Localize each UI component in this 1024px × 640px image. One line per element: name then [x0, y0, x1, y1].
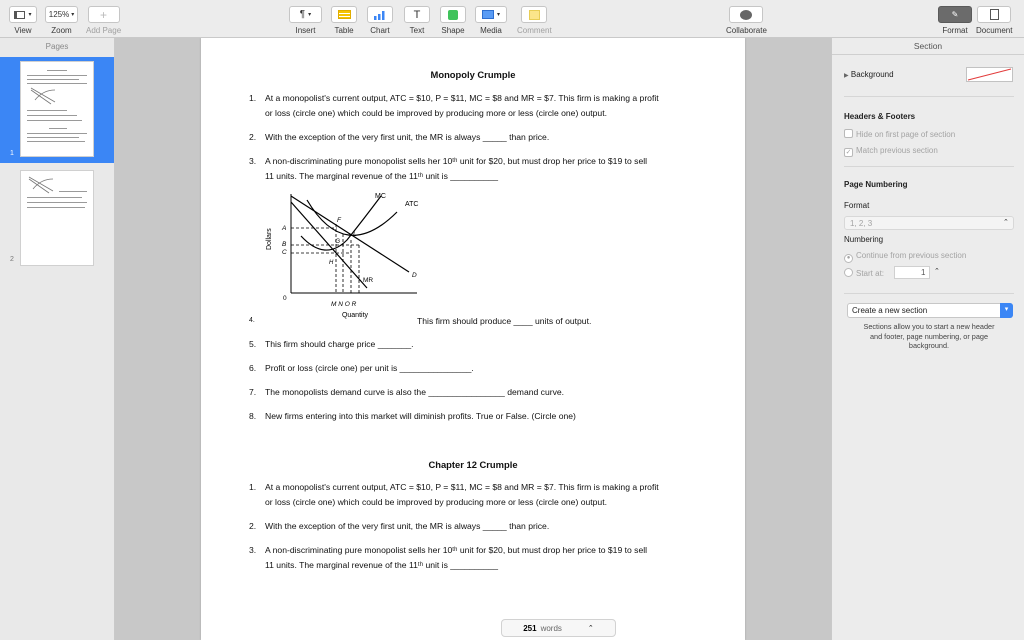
background-color-well[interactable] — [966, 67, 1013, 82]
comment-label: Comment — [517, 26, 552, 35]
match-previous-checkbox[interactable] — [844, 146, 938, 157]
page-thumbnail-2[interactable] — [0, 166, 114, 272]
x-axis-label: Quantity — [341, 312, 369, 319]
point-f-label: F — [337, 217, 341, 224]
chart-control[interactable] — [367, 6, 393, 35]
paintbrush-icon: ✎ — [951, 10, 959, 19]
toolbar — [0, 0, 1024, 38]
collaborate-label: Collaborate — [726, 26, 767, 35]
chart-button[interactable] — [367, 6, 393, 23]
view-label: View — [14, 26, 32, 35]
help-line: background. — [908, 341, 950, 350]
point-g-label: G — [335, 238, 341, 245]
person-plus-icon — [740, 10, 752, 20]
question-text: At a monopolist's current output, ATC = $10, P = $11, MC = $8 and MR = $7. This firm is making a profit — [265, 93, 659, 103]
question-number: 1. — [249, 93, 257, 103]
question-text: A non-discriminating pure monopolist sells her 10ᵗʰ unit for $20, but must drop her price to $19 to sell — [265, 545, 648, 555]
document-icon — [990, 9, 999, 20]
page-number: 1 — [10, 150, 14, 157]
zoom-value: 125% — [48, 10, 70, 19]
shape-icon — [448, 10, 458, 20]
view-button[interactable] — [9, 6, 37, 23]
sidebar-icon — [14, 11, 25, 19]
chevron-down-icon: ▾ — [1000, 303, 1013, 318]
comment-control[interactable] — [517, 6, 552, 35]
question-number: 5. — [249, 339, 257, 349]
comment-button[interactable] — [521, 6, 547, 23]
background-disclosure[interactable] — [844, 70, 894, 79]
stepper-icon: ⌃ — [587, 625, 594, 632]
monopoly-graph — [259, 190, 429, 320]
create-section-label: Create a new section — [852, 306, 928, 315]
inspector-tab-section[interactable]: Section — [832, 38, 1024, 55]
question-text: The monopolists demand curve is also the ________________ demand curve. — [265, 387, 565, 397]
format-inspector — [831, 38, 1024, 640]
section-title: Monopoly Crumple — [430, 69, 516, 80]
text-button[interactable] — [404, 6, 430, 23]
point-h-label: H — [329, 260, 334, 266]
question-text: This firm should charge price _______. — [265, 339, 414, 349]
text-label: Text — [409, 26, 425, 35]
collaborate-control[interactable] — [726, 6, 767, 35]
view-control[interactable] — [9, 6, 37, 35]
pages-title: Pages — [45, 42, 69, 51]
section-help-text — [844, 322, 1014, 351]
add-page-control[interactable] — [86, 6, 121, 35]
table-icon — [338, 10, 351, 19]
question-number: 2. — [249, 521, 257, 531]
insert-control[interactable] — [289, 6, 322, 35]
question-text: Profit or loss (circle one) per unit is _______________. — [265, 363, 474, 373]
word-count[interactable] — [501, 619, 616, 637]
question-number: 4. — [249, 317, 255, 324]
question-text: 11 units. The marginal revenue of the 11ᵗʰ unit is __________ — [265, 560, 499, 570]
numbering-label: Numbering — [844, 235, 884, 244]
point-a-label: A — [282, 225, 287, 232]
shape-label: Shape — [441, 26, 465, 35]
chart-label: Chart — [370, 26, 390, 35]
atc-curve — [307, 200, 397, 235]
divider — [844, 166, 1014, 167]
plus-icon: + — [100, 7, 108, 22]
text-control[interactable] — [404, 6, 430, 35]
point-b-label: B — [282, 241, 287, 248]
question-text: At a monopolist's current output, ATC = $10, P = $11, MC = $8 and MR = $7. This firm is making a profit — [265, 482, 659, 492]
document-button[interactable] — [977, 6, 1011, 23]
disclosure-triangle-icon: ▶ — [844, 73, 849, 79]
collaborate-button[interactable] — [729, 6, 763, 23]
format-label: Format — [942, 26, 968, 35]
shape-button[interactable] — [440, 6, 466, 23]
insert-label: Insert — [295, 26, 316, 35]
hide-first-page-checkbox[interactable] — [844, 129, 955, 139]
format-value: 1, 2, 3 — [850, 219, 873, 228]
format-label: Format — [844, 201, 870, 210]
divider — [844, 96, 1014, 97]
pages-sidebar — [0, 38, 115, 640]
image-icon — [482, 10, 494, 19]
radio-selected-icon: ● — [844, 254, 853, 263]
start-at-label: Start at: — [856, 269, 885, 278]
hide-first-page-label: Hide on first page of section — [856, 130, 956, 139]
format-button[interactable] — [938, 6, 972, 23]
page-numbering-heading: Page Numbering — [844, 180, 908, 189]
background-label: Background — [850, 70, 894, 79]
stepper-icon: ⌃ — [1003, 219, 1009, 226]
chevron-down-icon: ▾ — [28, 12, 32, 18]
table-control[interactable] — [331, 6, 357, 35]
insert-button[interactable] — [289, 6, 322, 23]
question-number: 2. — [249, 132, 257, 142]
paragraph-icon: ¶ — [299, 9, 306, 20]
word-count-label: words — [540, 623, 562, 633]
continue-previous-label: Continue from previous section — [856, 251, 967, 260]
document-control[interactable] — [976, 6, 1012, 35]
continue-previous-radio[interactable] — [844, 251, 966, 263]
media-label: Media — [480, 26, 502, 35]
atc-label: ATC — [405, 201, 419, 208]
question-text: or loss (circle one) which could be improved by producing more or less (circle one) output. — [265, 108, 607, 118]
start-value: 1 — [921, 268, 926, 277]
document-label: Document — [976, 26, 1013, 35]
divider — [844, 293, 1014, 294]
table-button[interactable] — [331, 6, 357, 23]
comment-icon — [529, 10, 540, 20]
match-previous-label: Match previous section — [856, 146, 938, 155]
d-label: D — [412, 272, 417, 279]
document-page[interactable] — [201, 38, 745, 640]
question-text: This firm should produce ____ units of output. — [417, 316, 592, 326]
question-number: 1. — [249, 482, 257, 492]
media-button[interactable] — [475, 6, 507, 23]
zoom-label: Zoom — [51, 26, 72, 35]
chart-icon — [373, 10, 387, 20]
headers-footers-heading: Headers & Footers — [844, 112, 916, 121]
page-preview — [20, 61, 94, 157]
page-preview — [20, 170, 94, 266]
help-line: Sections allow you to start a new header — [863, 322, 995, 331]
mc-label: MC — [375, 193, 386, 200]
mc-curve — [301, 196, 381, 250]
format-control[interactable] — [938, 6, 972, 35]
chevron-down-icon: ▾ — [496, 12, 500, 18]
chevron-down-icon: ▾ — [308, 12, 312, 18]
question-number: 3. — [249, 545, 257, 555]
mr-label: MR — [363, 277, 374, 284]
add-page-label: Add Page — [86, 26, 122, 35]
table-label: Table — [334, 26, 354, 35]
question-text: 11 units. The marginal revenue of the 11ᵗʰ unit is __________ — [265, 171, 499, 181]
radio-icon — [844, 268, 853, 277]
y-axis-label: Dollars — [266, 228, 273, 250]
page-number: 2 — [10, 256, 14, 263]
create-section-dropdown[interactable] — [847, 303, 1013, 318]
point-l-label: L — [353, 231, 357, 238]
question-text: With the exception of the very first unit, the MR is always _____ than price. — [265, 132, 550, 142]
question-text: New firms entering into this market will diminish profits. True or False. (Circle one) — [265, 411, 576, 421]
format-select[interactable] — [844, 216, 1014, 230]
text-icon: T — [413, 8, 421, 21]
question-number: 7. — [249, 387, 257, 397]
stepper-icon[interactable]: ⌃ — [934, 268, 940, 275]
add-page-button[interactable] — [88, 6, 120, 23]
media-control[interactable] — [475, 6, 507, 35]
question-number: 6. — [249, 363, 257, 373]
zoom-dropdown[interactable] — [45, 6, 78, 23]
checkmark-icon: ✓ — [845, 149, 852, 156]
start-at-radio[interactable] — [844, 268, 884, 278]
question-text: With the exception of the very first unit, the MR is always _____ than price. — [265, 521, 550, 531]
section-title: Chapter 12 Crumple — [428, 459, 518, 470]
help-line: and footer, page numbering, or page — [869, 331, 989, 341]
question-number: 3. — [249, 156, 257, 166]
chevron-down-icon: ▾ — [71, 12, 75, 18]
question-text: A non-discriminating pure monopolist sells her 10ᵗʰ unit for $20, but must drop her price to $19 to sell — [265, 156, 648, 166]
zoom-control[interactable] — [45, 6, 78, 35]
checkbox-icon — [844, 129, 853, 138]
demand-curve — [291, 196, 409, 272]
question-number: 8. — [249, 411, 257, 421]
document-canvas[interactable] — [115, 38, 831, 640]
x-tick-labels: M N O R — [331, 301, 357, 308]
point-c-label: C — [282, 249, 287, 256]
word-count-value: 251 — [523, 623, 537, 633]
start-at-field[interactable] — [894, 266, 930, 279]
shape-control[interactable] — [440, 6, 466, 35]
question-text: or loss (circle one) which could be improved by producing more or less (circle one) output. — [265, 497, 607, 507]
origin-label: 0 — [283, 295, 287, 302]
page-thumbnail-1[interactable] — [0, 57, 114, 163]
